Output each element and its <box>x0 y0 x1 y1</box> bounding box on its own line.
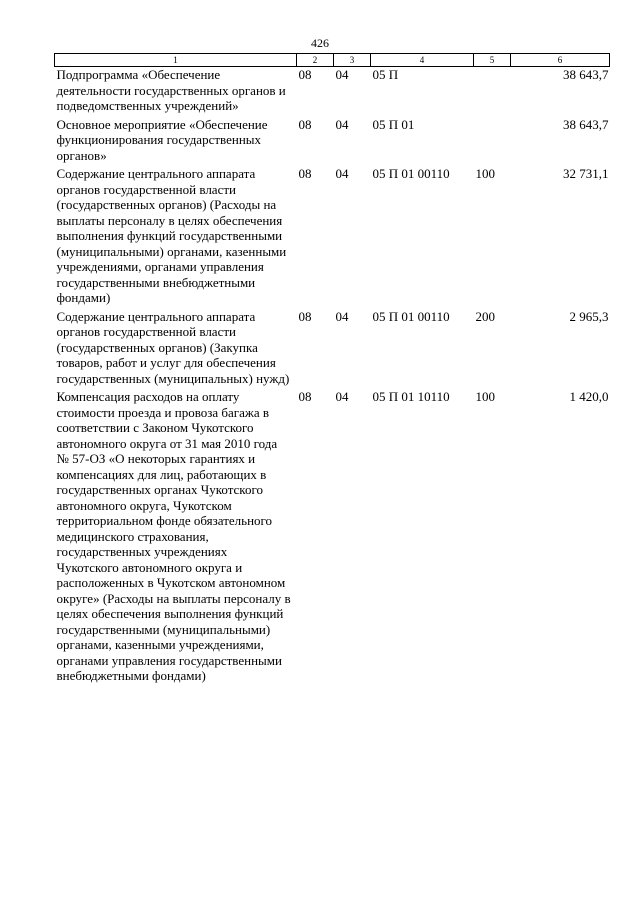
page-number: 426 <box>311 36 329 50</box>
row-expense-type: 100 <box>475 166 495 181</box>
row-subsection: 04 <box>335 116 349 132</box>
row-target-code: 05 П 01 10110 <box>372 389 450 404</box>
row-name: Содержание центрального аппарата органов государственной власти (государственных органов) (Расходы на выплаты персоналу в целях обеспечения выполнения функций государственными (муниципальными) органами, казенными учреждениями, органами управления государственными внебюджетными фондами) <box>56 166 287 305</box>
row-section: 08 <box>298 67 312 82</box>
row-name: Компенсация расходов на оплату стоимости проезда и провоза багажа в соответствии с Законом Чукотского автономного округа от 31 мая 2010 года № 57-ОЗ «О некоторых гарантиях и компенсациях для лиц, работающих в государственных органах Чукотского автономного округа, Чукотском территориальном фонде обязательного медицинского страхования, государственных учреждениях Чукотского автономного округа и расположенных в Чукотском автономном округе» (Расходы на выплаты персоналу в целях обеспечения выполнения функций государственными (муниципальными) органами, казенными учреждениями, органами управления государственными внебюджетными фондами) <box>56 389 291 683</box>
table-row <box>55 117 610 167</box>
row-subsection: 04 <box>335 166 349 181</box>
row-amount: 2 965,3 <box>569 308 609 324</box>
row-name: Содержание центрального аппарата органов государственной власти (государственных органов) (Закупка товаров, работ и услуг для обеспечения государственных (муниципальных) нужд) <box>56 308 290 386</box>
row-expense-type: 200 <box>475 308 495 324</box>
row-expense-type: 100 <box>475 389 495 404</box>
row-amount: 32 731,1 <box>563 166 609 181</box>
row-target-code: 05 П <box>372 67 399 82</box>
row-expense-type <box>474 117 511 167</box>
row-subsection: 04 <box>335 308 349 324</box>
header-row <box>55 54 610 67</box>
table-row <box>55 309 610 390</box>
row-name: Основное мероприятие «Обеспечение функционирования государственных органов» <box>56 116 268 163</box>
row-section: 08 <box>298 116 312 132</box>
row-section: 08 <box>298 166 312 181</box>
row-subsection: 04 <box>335 389 349 404</box>
row-amount: 38 643,7 <box>563 67 609 82</box>
row-section: 08 <box>298 308 312 324</box>
row-target-code: 05 П 01 <box>372 116 415 132</box>
column-header-6: 6 <box>511 54 610 67</box>
row-expense-type <box>474 67 511 117</box>
table-row <box>55 67 610 117</box>
column-header-1: 1 <box>55 54 297 67</box>
row-name: Подпрограмма «Обеспечение деятельности государственных органов и подведомственных учреждений» <box>56 67 286 113</box>
column-header-5: 5 <box>474 54 511 67</box>
budget-table <box>54 53 610 687</box>
row-target-code: 05 П 01 00110 <box>372 166 450 181</box>
table-row <box>55 389 610 687</box>
row-amount: 38 643,7 <box>563 116 609 132</box>
row-section: 08 <box>298 389 312 404</box>
column-header-3: 3 <box>334 54 371 67</box>
column-header-2: 2 <box>297 54 334 67</box>
table-row <box>55 166 610 309</box>
row-amount: 1 420,0 <box>569 389 609 404</box>
column-header-4: 4 <box>371 54 474 67</box>
row-subsection: 04 <box>335 67 349 82</box>
row-target-code: 05 П 01 00110 <box>372 308 450 324</box>
